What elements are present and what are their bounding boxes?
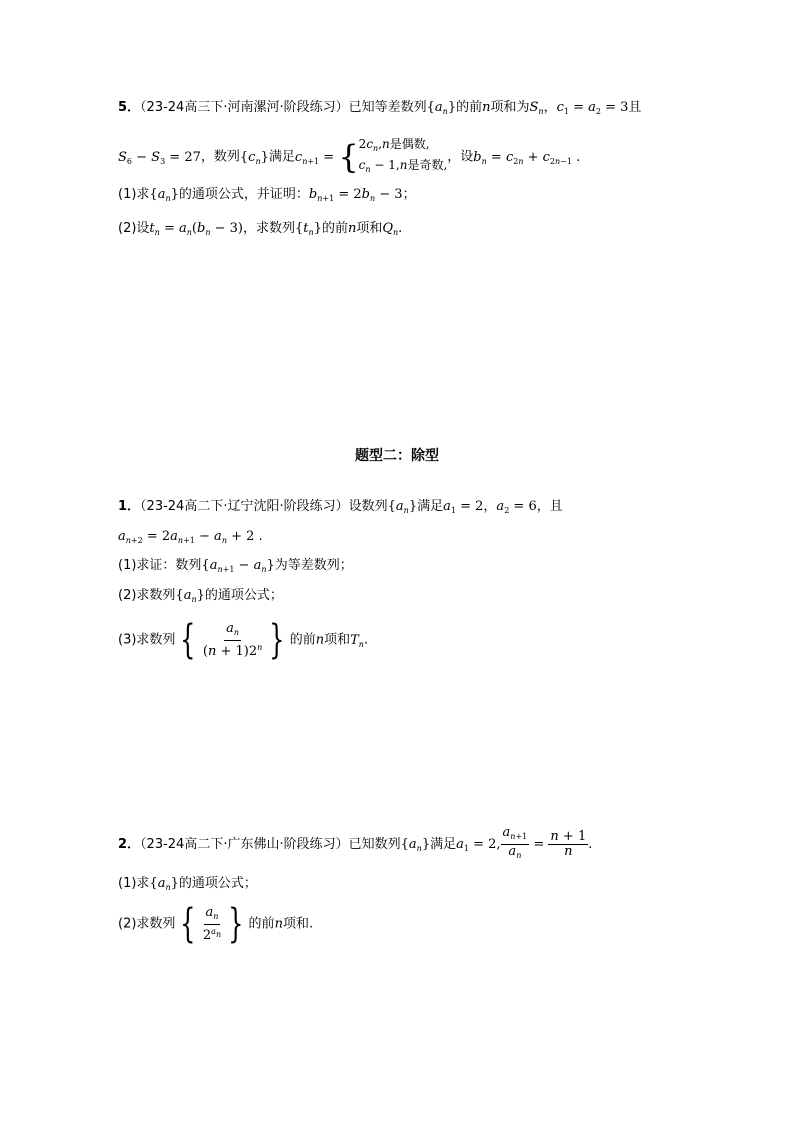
s2q1-part2-label: (2)求数列 bbox=[118, 588, 176, 603]
s2q2-part1-seq: $\{a_n\}$ bbox=[149, 876, 179, 892]
q5-line-2 bbox=[118, 136, 580, 179]
q5-brace: { bbox=[338, 138, 359, 176]
s2q2-brace-left: { bbox=[180, 901, 196, 947]
q5-source: （23-24高三下·河南漯河·阶段练习） bbox=[140, 100, 349, 115]
q5-part1-end: ； bbox=[402, 187, 416, 202]
s2q2-stem-2: 满足 bbox=[430, 837, 457, 852]
q5-part1-formula: $b_{n+1} = 2b_n - 3$ bbox=[308, 187, 403, 203]
q5-part2-end: . bbox=[398, 221, 403, 236]
q5-seq-cn: $\{c_n\}$ bbox=[239, 149, 269, 166]
s2q2-a1: $a_1 = 2$, bbox=[456, 837, 501, 853]
s2q2-stem: 已知数列 bbox=[348, 837, 401, 852]
s2q1-part1-label: (1)求证：数列 bbox=[118, 558, 202, 573]
q5-stem-text-5: 且 bbox=[628, 100, 642, 115]
q5-part1-label: (1)求 bbox=[118, 187, 150, 202]
q5-line2-text: ，数列 bbox=[200, 149, 240, 165]
q5-part2-text-2: 的前 bbox=[321, 221, 348, 236]
q5-n: n bbox=[482, 100, 491, 115]
s2q2-ratio: $\frac{a_{n+1}}{a_n}$ bbox=[502, 825, 528, 860]
s2q1-stem-4: ，且 bbox=[536, 499, 563, 514]
s2q1-line-2 bbox=[118, 527, 263, 551]
q5-Sn: $S_n$ bbox=[529, 100, 544, 116]
s2q1-part3-text-2: 项和 bbox=[324, 632, 351, 648]
s2q1-Tn: $T_n$ bbox=[350, 632, 364, 649]
s2q2-part2-text-2: 项和. bbox=[282, 916, 314, 932]
q5-bn-def: $b_n = c_{2n} + c_{2n-1}$ . bbox=[473, 149, 581, 166]
s2q1-part1-text: 为等差数列； bbox=[274, 558, 353, 573]
q5-case1: 是偶数, bbox=[389, 137, 430, 151]
s2q1-number: 1． bbox=[118, 499, 141, 514]
q5-Qn: $Q_n$ bbox=[382, 221, 399, 237]
q5-part1-text: 的通项公式，并证明： bbox=[178, 187, 309, 202]
q5-part2-label: (2)设 bbox=[118, 221, 150, 236]
q5-cond-2: $S_6 - S_3 = 27$ bbox=[118, 149, 201, 166]
s2q1-diff-seq: $\{a_{n+1} - a_n\}$ bbox=[201, 558, 275, 574]
s2q2-seq-an: $\{a_n\}$ bbox=[400, 837, 431, 853]
s2q1-stem-3: ， bbox=[483, 499, 497, 514]
s2q1-part2-text: 的通项公式； bbox=[204, 588, 283, 603]
s2q1-seq-an: $\{a_n\}$ bbox=[387, 499, 418, 515]
s2q2-fraction: $\frac{a_n}{2^{a_n}}$ bbox=[202, 904, 222, 943]
q5-line2-text-3: ，设 bbox=[447, 149, 474, 165]
s2q2-part2-n: n bbox=[274, 916, 283, 932]
q5-part2-n: n bbox=[347, 221, 357, 236]
q5-seq-tn: $\{t_n\}$ bbox=[294, 221, 322, 237]
s2q1-line-1 bbox=[118, 497, 563, 521]
s2q1-recurrence: $a_{n+2} = 2a_{n+1} - a_n + 2$ . bbox=[118, 529, 263, 545]
s2q1-brace-left: { bbox=[180, 617, 196, 663]
q5-part-1 bbox=[118, 185, 416, 209]
s2q1-source: （23-24高二下·辽宁沈阳·阶段练习） bbox=[140, 499, 349, 514]
q5-stem-text-3: 项和为 bbox=[490, 100, 530, 115]
q5-line-1 bbox=[118, 98, 641, 122]
s2q1-part3-label: (3)求数列 bbox=[118, 632, 176, 648]
s2q1-part2-seq: $\{a_n\}$ bbox=[175, 588, 205, 604]
s2q2-part-2 bbox=[118, 901, 314, 947]
s2q2-end: . bbox=[588, 837, 593, 852]
s2q1-part-2 bbox=[118, 586, 283, 610]
q5-part2-text: ，求数列 bbox=[242, 221, 295, 236]
s2q1-brace-right: } bbox=[269, 617, 285, 663]
s2q2-brace-right: } bbox=[228, 901, 244, 947]
q5-cases: $2c_n,n$是偶数, $c_n - 1,n$是奇数, bbox=[358, 137, 448, 174]
s2q1-a2: $a_2 = 6$ bbox=[496, 499, 537, 515]
q5-number: 5． bbox=[118, 100, 141, 115]
s2q1-part-3 bbox=[118, 617, 369, 665]
q5-case2: 是奇数, bbox=[407, 158, 448, 172]
s2q2-part2-label: (2)求数列 bbox=[118, 916, 176, 932]
q5-part-2 bbox=[118, 219, 402, 243]
q5-cn1-def: $c_{n+1}$ = bbox=[294, 149, 339, 166]
s2q2-source: （23-24高二下·广东佛山·阶段练习） bbox=[140, 837, 349, 852]
q5-stem-text: 已知等差数列 bbox=[348, 100, 427, 115]
q5-cond-1: $c_1 = a_2 = 3$ bbox=[556, 100, 629, 116]
q5-seq-an: $\{a_n\}$ bbox=[426, 100, 457, 116]
q5-stem-text-2: 的前 bbox=[456, 100, 483, 115]
s2q2-number: 2． bbox=[118, 837, 141, 852]
s2q1-part3-n: n bbox=[315, 632, 325, 648]
s2q1-part-1 bbox=[118, 556, 353, 580]
section-heading: 题型二：除型 bbox=[355, 448, 439, 464]
s2q2-rhs: $\frac{n + 1}{n}$ bbox=[550, 829, 587, 859]
q5-stem-text-4: ， bbox=[543, 100, 557, 115]
q5-part1-seq: $\{a_n\}$ bbox=[149, 187, 179, 203]
s2q1-a1: $a_1 = 2$ bbox=[443, 499, 484, 515]
q5-part2-text-3: 项和 bbox=[356, 221, 383, 236]
s2q1-stem-2: 满足 bbox=[417, 499, 444, 514]
s2q2-part-1 bbox=[118, 874, 257, 898]
s2q1-fraction: $\frac{a_n}{(n + 1)2^n}$ bbox=[202, 620, 263, 659]
s2q2-part1-text: 的通项公式； bbox=[178, 876, 257, 891]
q5-tn-def: $t_n = a_n(b_n - 3)$ bbox=[149, 221, 243, 237]
s2q2-part2-text: 的前 bbox=[248, 916, 275, 932]
s2q1-part3-end: . bbox=[363, 632, 369, 648]
s2q2-eq: = bbox=[529, 837, 549, 852]
s2q1-stem: 设数列 bbox=[348, 499, 388, 514]
s2q2-part1-label: (1)求 bbox=[118, 876, 150, 891]
q5-line2-text-2: 满足 bbox=[268, 149, 295, 165]
s2q2-line-1 bbox=[118, 826, 592, 867]
s2q1-part3-text: 的前 bbox=[289, 632, 316, 648]
